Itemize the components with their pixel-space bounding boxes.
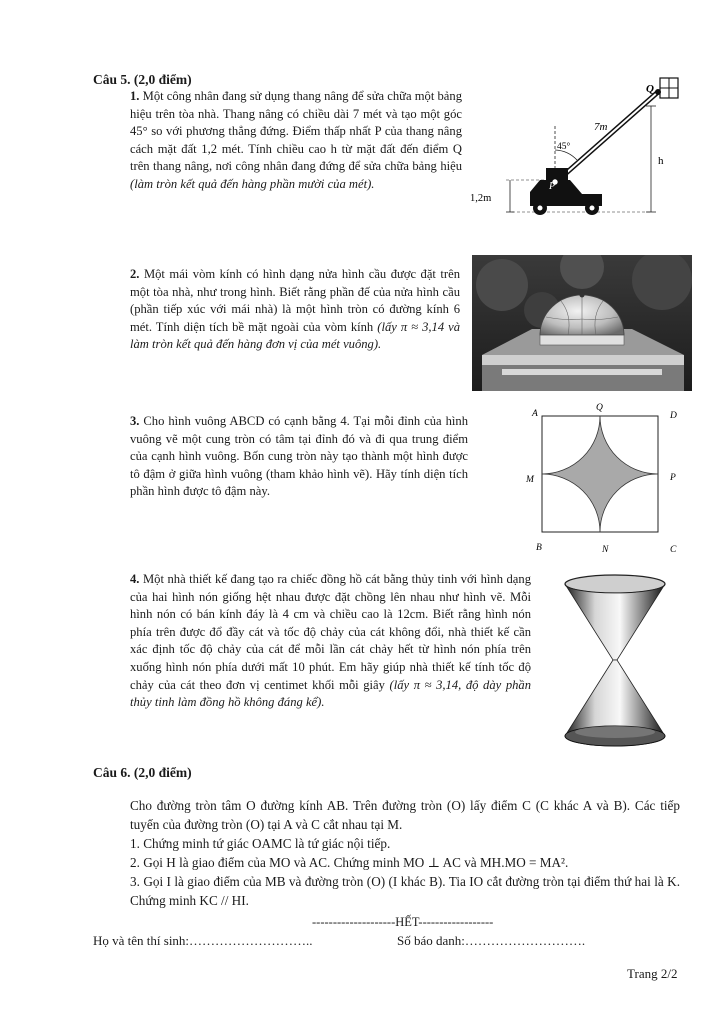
problem-text: Cho hình vuông ABCD có cạnh bằng 4. Tại mỗi đỉnh của hình vuông vẽ một cung tròn có tâm tại đỉnh đó và đi qua trung điểm của cạnh hình vuông. Bốn cung tròn này tạo thành một hình được tô đậm ở giữa hình vuông (tham khảo hình vẽ). Hãy tính diện tích phần hình được tô đậm này. xyxy=(130,414,468,499)
label-b: B xyxy=(536,543,542,553)
label-a: A xyxy=(532,409,538,419)
glass-dome-photo xyxy=(472,255,692,391)
label-ground-height: 1,2m xyxy=(470,193,492,204)
question-6-item-3: 3. Gọi I là giao điểm của MB và đường tròn (O) (I khác B). Tia IO cắt đường tròn tại điểm thứ hai là K. Chứng minh KC // HI. xyxy=(130,874,680,908)
problem-5-3 xyxy=(130,413,468,501)
label-q: Q xyxy=(596,403,603,413)
question-6-item-1: 1. Chứng minh tứ giác OAMC là tứ giác nội tiếp. xyxy=(130,836,391,851)
problem-5-4 xyxy=(130,571,531,712)
question-6-item-2: 2. Gọi H là giao điểm của MO và AC. Chứng minh MO ⊥ AC và MH.MO = MA². xyxy=(130,855,569,870)
label-c: C xyxy=(670,545,677,555)
problem-number: 4. xyxy=(130,572,140,586)
question-5-header: Câu 5. (2,0 điểm) xyxy=(93,72,192,87)
square-arcs-figure xyxy=(524,400,684,556)
label-p: P xyxy=(549,181,556,192)
label-p: P xyxy=(670,473,676,483)
problem-text: Một nhà thiết kế đang tạo ra chiếc đồng hồ cát bằng thủy tinh với hình dạng của hai hình nón giống hệt nhau được đặt chồng lên nhau như hình vẽ. Mỗi hình nón có bán kính đáy là 4 cm và chiều cao là 12cm. Biết rằng hình nón phía trên được đổ đầy cát và tốc độ chảy của cát không đổi, nhà thiết kế cần xác định tốc độ chảy của cát để mỗi lần cát chảy hết từ hình nón phía trên xuống hình nón phía dưới mất 10 phút. Em hãy giúp nhà thiết kế tính tốc độ chảy của cát theo đơn vị centimet khối mỗi giây xyxy=(130,572,531,692)
page-number: Trang 2/2 xyxy=(627,966,678,981)
problem-note: (làm tròn kết quả đến hàng phần mười của mét). xyxy=(130,176,375,191)
problem-number: 2. xyxy=(130,267,140,281)
problem-note: (lấy π ≈ 3,14, độ dày phần thủy tinh làm đồng hồ không đáng kể). xyxy=(130,677,532,710)
lift-truck-figure xyxy=(470,70,688,220)
label-m: M xyxy=(526,475,534,485)
problem-number: 3. xyxy=(130,414,140,428)
label-angle: 45° xyxy=(557,142,571,152)
question-6-body xyxy=(130,796,680,910)
label-h: h xyxy=(658,155,664,167)
hourglass-figure xyxy=(555,572,675,750)
candidate-name-label: Họ và tên thí sinh:……………………….. xyxy=(93,933,313,948)
problem-number: 1. xyxy=(130,89,140,103)
candidate-id-label: Số báo danh:………………………. xyxy=(397,933,586,948)
label-q: Q xyxy=(646,83,654,95)
end-marker: --------------------HẾT------------------ xyxy=(312,915,494,929)
question-6-header: Câu 6. (2,0 điểm) xyxy=(93,765,192,780)
problem-note: (lấy π ≈ 3,14 và làm tròn kết quả đến hàng đơn vị của mét vuông). xyxy=(130,319,461,352)
question-6-intro: Cho đường tròn tâm O đường kính AB. Trên đường tròn (O) lấy điểm C (C khác A và B). Các tiếp tuyến của đường tròn (O) tại A và C cắt nhau tại M. xyxy=(130,798,680,832)
label-length: 7m xyxy=(594,121,608,133)
problem-text: Một mái vòm kính có hình dạng nửa hình cầu được đặt trên một tòa nhà, như trong hình. Biết rằng phần đế của nửa hình cầu (phần tiếp xúc với mái nhà) là một hình tròn có đường kính 6 mét. Tính diện tích bề mặt ngoài của vòm kính xyxy=(130,267,460,334)
problem-5-1 xyxy=(130,88,462,194)
problem-text: Một công nhân đang sử dụng thang nâng để sửa chữa một bảng hiệu trên tòa nhà. Thang nâng có chiều dài 7 mét và tạo một góc 45° so với phương thẳng đứng. Điểm thấp nhất P của thang nâng cách mặt đất 1,2 mét. Tính chiều cao h từ mặt đất đến điểm Q trên thang nâng, nơi công nhân đang đứng để sửa chữa bảng hiệu xyxy=(130,89,462,174)
label-d: D xyxy=(670,411,677,421)
label-n: N xyxy=(602,545,609,555)
problem-5-2 xyxy=(130,266,460,354)
